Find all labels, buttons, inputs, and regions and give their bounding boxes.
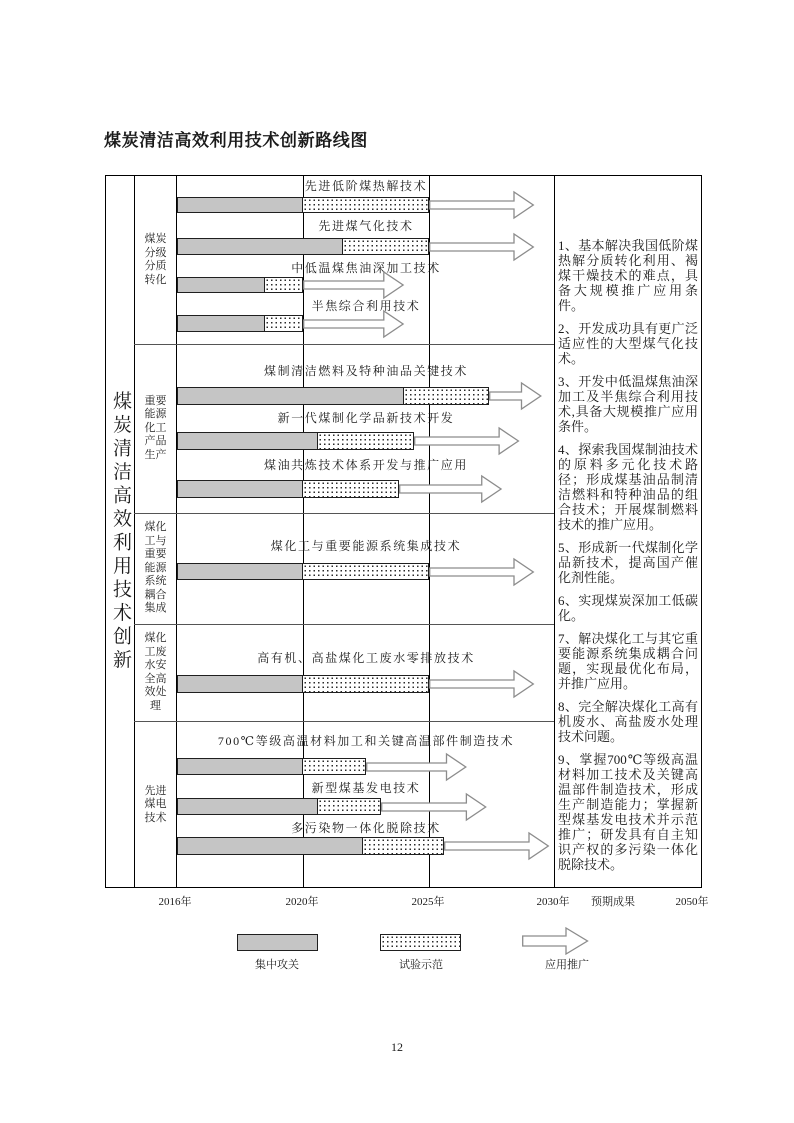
promotion-arrow-icon xyxy=(489,381,544,411)
tech-row-label: 700℃等级高温材料加工和关键高温部件制造技术 xyxy=(217,734,515,748)
bar-dotted-segment xyxy=(302,480,399,498)
tech-row-label: 新一代煤制化学品新技术开发 xyxy=(277,411,455,425)
legend-label-1: 试验示范 xyxy=(399,959,443,971)
category-separator-2 xyxy=(134,624,554,625)
category-cell-4 xyxy=(135,721,176,889)
tech-row-label: 煤制清洁燃料及特种油品关键技术 xyxy=(263,364,468,378)
category-label: 煤炭分级分质转化 xyxy=(144,233,167,286)
bar-solid-segment xyxy=(177,563,303,580)
outcome-item-1: 1、基本解决我国低阶煤热解分质转化利用、褐煤干燥技术的难点，具备大规模推广应用条件。 xyxy=(558,238,698,313)
promotion-arrow-icon xyxy=(414,426,521,456)
main-category-cell xyxy=(106,176,134,887)
axis-tick-label-5: 2050年 xyxy=(675,896,709,908)
outcome-item-7: 7、解决煤化工与其它重要能源系统集成耦合问题，实现最优化布局，并推广应用。 xyxy=(558,631,698,691)
outcome-item-8: 8、完全解决煤化工高有机废水、高盐废水处理技术问题。 xyxy=(558,699,698,744)
legend-label-2: 应用推广 xyxy=(545,959,589,971)
promotion-arrow-icon xyxy=(381,792,488,822)
bar-solid-segment xyxy=(177,238,343,255)
promotion-arrow-icon xyxy=(366,752,469,782)
category-separator-3 xyxy=(134,721,554,722)
bar-dotted-segment xyxy=(264,315,303,332)
category-label: 重要能源化工产品生产 xyxy=(144,394,167,461)
promotion-arrow-icon xyxy=(303,309,406,339)
bar-solid-segment xyxy=(177,837,363,855)
page-number: 12 xyxy=(391,1040,403,1054)
axis-tick-label-1: 2020年 xyxy=(285,896,319,908)
bar-dotted-segment xyxy=(317,432,414,450)
outcome-item-3: 3、开发中低温煤焦油深加工及半焦综合利用技术,具备大规模推广应用条件。 xyxy=(558,374,698,434)
bar-solid-segment xyxy=(177,315,265,332)
legend-swatch-dotted xyxy=(380,934,461,951)
outcome-item-5: 5、形成新一代煤制化学品新技术，提高国产催化剂性能。 xyxy=(558,540,698,585)
category-label: 煤化工废水安全高效处理 xyxy=(144,632,167,712)
outcome-item-6: 6、实现煤炭深加工低碳化。 xyxy=(558,593,698,623)
category-label: 煤化工与重要能源系统耦合集成 xyxy=(144,521,167,615)
bar-solid-segment xyxy=(177,798,318,815)
tech-row-label: 煤化工与重要能源系统集成技术 xyxy=(270,539,462,553)
tech-row-label: 高有机、高盐煤化工废水零排放技术 xyxy=(257,651,475,665)
outcome-item-9: 9、掌握700℃等级高温材料加工技术及关键高温部件制造技术，形成生产制造能力；掌握新型煤基发电技术并示范推广；研发具有自主知识产权的多污染一体化脱除技术。 xyxy=(558,752,698,872)
bar-dotted-segment xyxy=(264,277,303,293)
legend-arrow-icon xyxy=(522,924,589,958)
promotion-arrow-icon xyxy=(429,190,536,220)
promotion-arrow-icon xyxy=(444,831,551,861)
tech-row-label: 先进低阶煤热解技术 xyxy=(304,179,428,193)
axis-tick-label-4: 预期成果 xyxy=(591,896,635,908)
roadmap-frame xyxy=(105,175,702,888)
tech-row-label: 半焦综合利用技术 xyxy=(311,299,421,313)
promotion-arrow-icon xyxy=(303,270,406,300)
grid-vline-4 xyxy=(554,176,555,887)
bar-dotted-segment xyxy=(403,387,489,405)
promotion-arrow-icon xyxy=(429,669,536,699)
category-cell-2 xyxy=(135,513,176,624)
tech-row-label: 新型煤基发电技术 xyxy=(311,781,421,795)
bar-dotted-segment xyxy=(302,563,429,580)
bar-solid-segment xyxy=(177,758,303,775)
bar-solid-segment xyxy=(177,432,318,450)
bar-solid-segment xyxy=(177,277,265,293)
bar-dotted-segment xyxy=(302,758,366,775)
promotion-arrow-icon xyxy=(429,557,536,587)
category-cell-1 xyxy=(135,344,176,513)
category-cell-3 xyxy=(135,624,176,721)
category-separator-1 xyxy=(134,513,554,514)
tech-row-label: 中低温煤焦油深加工技术 xyxy=(291,261,441,275)
bar-solid-segment xyxy=(177,387,404,405)
tech-row-label: 煤油共炼技术体系开发与推广应用 xyxy=(263,458,468,472)
bar-dotted-segment xyxy=(302,197,429,213)
outcome-item-2: 2、开发成功具有更广泛适应性的大型煤气化技术。 xyxy=(558,321,698,366)
bar-dotted-segment xyxy=(302,675,429,693)
legend-swatch-solid xyxy=(237,934,318,951)
promotion-arrow-icon xyxy=(429,232,536,262)
legend-label-0: 集中攻关 xyxy=(255,959,299,971)
axis-tick-label-2: 2025年 xyxy=(411,896,445,908)
bar-dotted-segment xyxy=(362,837,444,855)
bar-solid-segment xyxy=(177,197,303,213)
axis-tick-label-3: 2030年 xyxy=(536,896,570,908)
bar-solid-segment xyxy=(177,480,303,498)
axis-tick-label-0: 2016年 xyxy=(158,896,192,908)
category-cell-0 xyxy=(135,176,176,344)
main-category-label: 煤炭清洁高效利用技术创新 xyxy=(110,390,131,673)
outcome-item-4: 4、探索我国煤制油技术的原料多元化技术路径；形成煤基油品制清洁燃料和特种油品的组合技术；开展煤制燃料技术的推广应用。 xyxy=(558,442,698,532)
outcomes-panel xyxy=(558,238,698,880)
category-separator-0 xyxy=(134,344,554,345)
bar-dotted-segment xyxy=(317,798,381,815)
bar-solid-segment xyxy=(177,675,303,693)
category-label: 先进煤电技术 xyxy=(144,784,167,824)
tech-row-label: 先进煤气化技术 xyxy=(318,219,414,233)
tech-row-label: 多污染物一体化脱除技术 xyxy=(291,821,441,835)
bar-dotted-segment xyxy=(342,238,429,255)
page-title: 煤炭清洁高效利用技术创新路线图 xyxy=(104,131,368,150)
promotion-arrow-icon xyxy=(399,474,504,504)
